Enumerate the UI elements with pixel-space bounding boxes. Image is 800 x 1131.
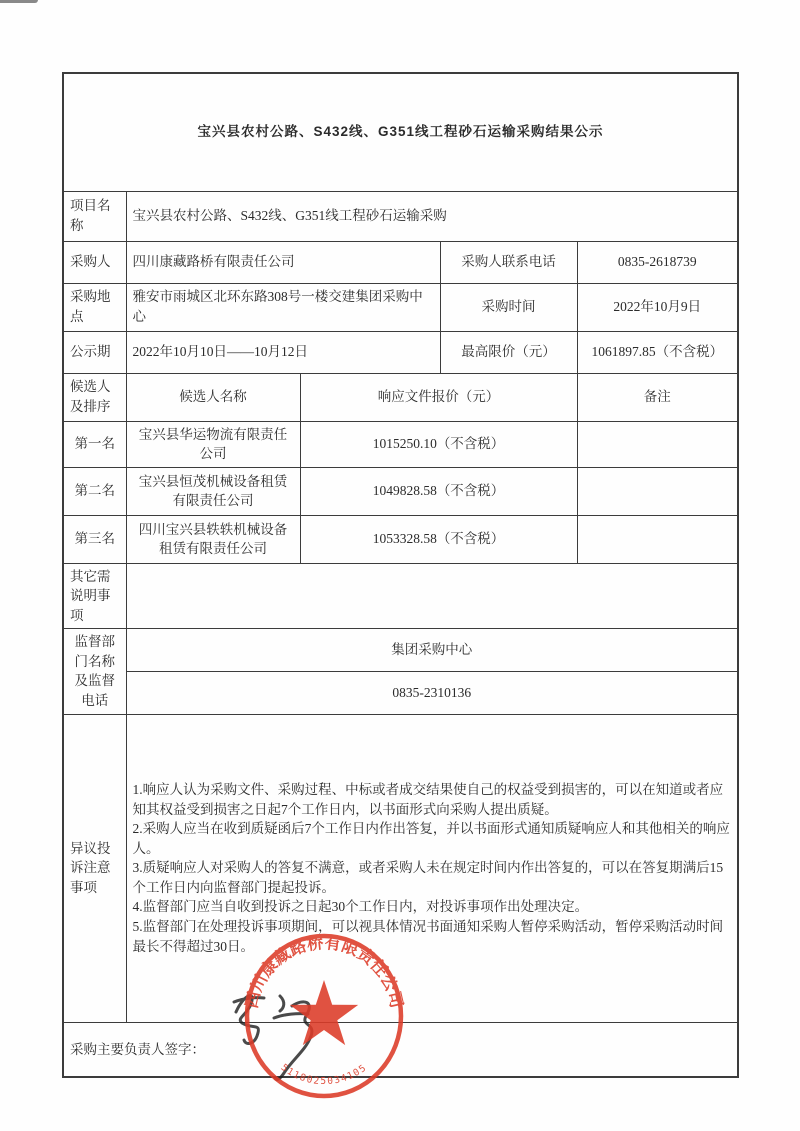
- publicity-period-label: 公示期: [63, 331, 126, 373]
- table-row: [63, 467, 738, 515]
- other-notes-label: 其它需说明事项: [63, 563, 126, 629]
- objection-body: [126, 714, 738, 1022]
- signature-label: 采购主要负责人签字：: [70, 1041, 205, 1057]
- candidate-price: 1015250.10（不含税）: [300, 421, 577, 467]
- candidates-section-label: 候选人及排序: [63, 373, 126, 421]
- location-value: 雅安市雨城区北环东路308号一楼交建集团采购中心: [126, 283, 440, 331]
- table-row: [63, 421, 738, 467]
- announcement-table: [62, 72, 739, 1078]
- candidate-price: 1049828.58（不含税）: [300, 467, 577, 515]
- table-row: [63, 515, 738, 563]
- candidate-name: 宝兴县华运物流有限责任公司: [126, 421, 300, 467]
- purchaser-phone-label: 采购人联系电话: [440, 241, 577, 283]
- project-name-label: 项目名称: [63, 191, 126, 241]
- signature-row: [63, 1022, 738, 1077]
- purchaser-value: 四川康藏路桥有限责任公司: [126, 241, 440, 283]
- project-name-value: 宝兴县农村公路、S432线、G351线工程砂石运输采购: [126, 191, 738, 241]
- purchase-time-value: 2022年10月9日: [577, 283, 738, 331]
- candidate-price-header: 响应文件报价（元）: [300, 373, 577, 421]
- candidate-rank: 第二名: [63, 467, 126, 515]
- scan-edge-artifact: [0, 0, 38, 3]
- candidate-rank: 第一名: [63, 421, 126, 467]
- candidate-remark-header: 备注: [577, 373, 738, 421]
- candidate-name: 宝兴县恒茂机械设备租赁有限责任公司: [126, 467, 300, 515]
- supervision-department: 集团采购中心: [126, 629, 738, 672]
- other-notes-value: [126, 563, 738, 629]
- purchase-time-label: 采购时间: [440, 283, 577, 331]
- stamp-company-text: 四川康藏路桥有限责任公司: [241, 932, 407, 1010]
- candidate-price: 1053328.58（不含税）: [300, 515, 577, 563]
- location-label: 采购地点: [63, 283, 126, 331]
- objection-item: 3.质疑响应人对采购人的答复不满意，或者采购人未在规定时间内作出答复的，可以在答复期满后15个工作日内向监督部门提起投诉。: [132, 860, 724, 895]
- max-price-label: 最高限价（元）: [440, 331, 577, 373]
- candidate-name: 四川宝兴县轶轶机械设备租赁有限责任公司: [126, 515, 300, 563]
- candidate-name-header: 候选人名称: [126, 373, 300, 421]
- candidate-rank: 第三名: [63, 515, 126, 563]
- candidate-remark: [577, 515, 738, 563]
- supervision-phone: 0835-2310136: [126, 671, 738, 714]
- page-title: 宝兴县农村公路、S432线、G351线工程砂石运输采购结果公示: [63, 73, 738, 191]
- objection-item: 2.采购人应当在收到质疑函后7个工作日内作出答复，并以书面形式通知质疑响应人和其他相关的响应人。: [132, 821, 730, 856]
- purchaser-label: 采购人: [63, 241, 126, 283]
- objection-item: 1.响应人认为采购文件、采购过程、中标或者成交结果使自己的权益受到损害的，可以在知道或者应知其权益受到损害之日起7个工作日内，以书面形式向采购人提出质疑。: [132, 782, 724, 817]
- objection-item: 4.监督部门应当自收到投诉之日起30个工作日内，对投诉事项作出处理决定。: [132, 899, 589, 915]
- stamp-serial-number: 5118025034105: [278, 1062, 370, 1088]
- supervision-label: 监督部门名称及监督电话: [63, 629, 126, 714]
- max-price-value: 1061897.85（不含税）: [577, 331, 738, 373]
- candidate-remark: [577, 421, 738, 467]
- publicity-period-value: 2022年10月10日——10月12日: [126, 331, 440, 373]
- candidate-remark: [577, 467, 738, 515]
- objection-item: 5.监督部门在处理投诉事项期间，可以视具体情况书面通知采购人暂停采购活动，暂停采购活动时间最长不得超过30日。: [132, 918, 724, 954]
- purchaser-phone-value: 0835-2618739: [577, 241, 738, 283]
- objection-label: 异议投诉注意事项: [63, 714, 126, 1022]
